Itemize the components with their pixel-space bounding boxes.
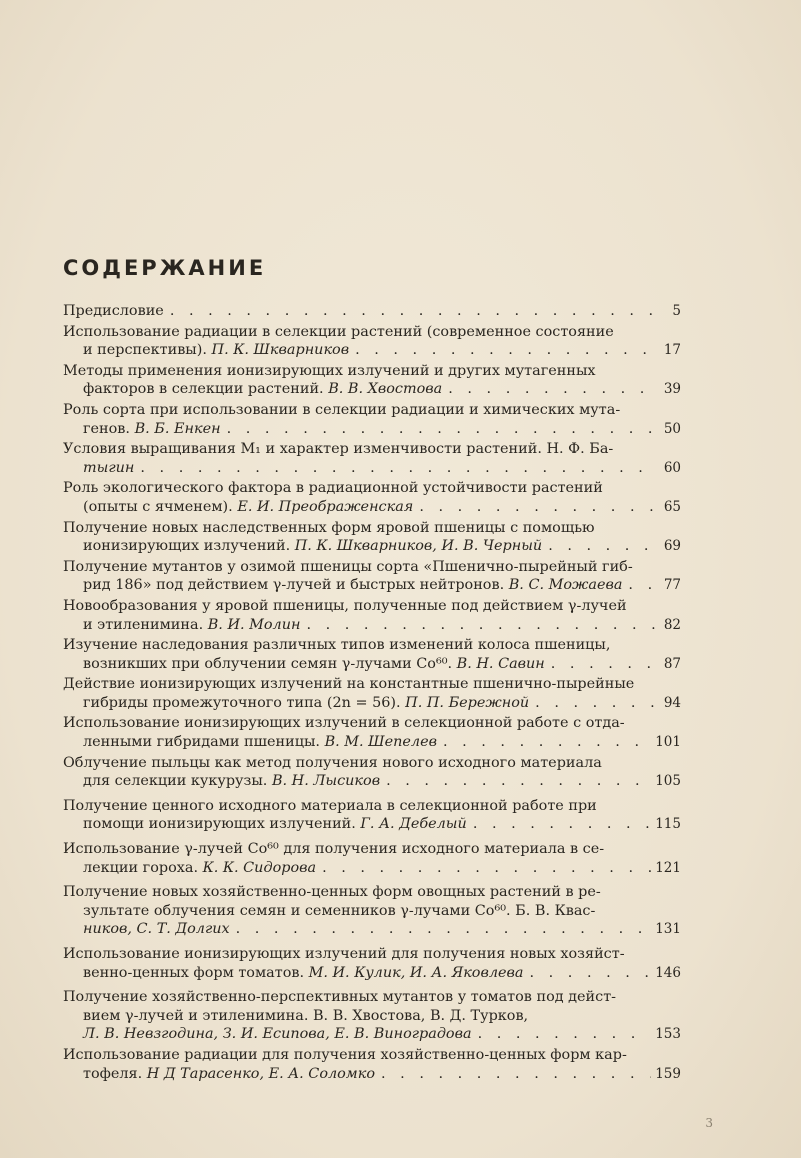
toc-entry-author: П. К. Шкварников <box>211 342 350 359</box>
toc-entry <box>63 675 681 712</box>
leader-dots <box>140 459 657 478</box>
toc-entry <box>63 401 681 438</box>
toc-entry-text: и этиленимина. <box>83 616 208 633</box>
toc-entry-text: генов. <box>83 420 135 437</box>
toc-entry-author: Н Д Тарасенко, Е. А. Соломко <box>146 1065 376 1082</box>
toc-entry-text: ионизирующих излучений. <box>83 538 295 555</box>
toc-entry-line: Действие ионизирующих излучений на константные пшенично-пырейные <box>63 676 635 693</box>
toc-entry-author: ников, С. Т. Долгих <box>83 921 230 938</box>
toc-entry-text: Предисловие <box>63 303 164 319</box>
toc-entry-last-line <box>63 964 681 983</box>
toc-entry-line: Использование ионизирующих излучений в селекционной работе с отда- <box>63 715 625 732</box>
toc-entry-author: П. П. Бережной <box>405 694 530 711</box>
contents-heading: СОДЕРЖАНИЕ <box>63 256 267 280</box>
toc-entry-last-line <box>63 341 681 360</box>
toc-entry-last-line <box>63 859 681 878</box>
toc-entry-text: гибриды промежуточного типа (2n = 56). <box>83 694 406 711</box>
toc-page-number: 5 <box>672 303 681 319</box>
toc-entry-author: В. В. Хвостова <box>328 381 443 398</box>
toc-entry-text: и перспективы). <box>83 342 212 359</box>
toc-entry-line: Методы применения ионизирующих излучений и других мутагенных <box>63 362 596 379</box>
leader-dots <box>322 859 651 878</box>
leader-dots <box>386 772 651 791</box>
leader-dots <box>227 420 657 439</box>
toc-entry-text: ленными гибридами пшеницы. <box>83 734 325 751</box>
toc-entry <box>63 714 681 751</box>
toc-entry-last-line <box>63 537 681 556</box>
leader-dots <box>355 341 657 360</box>
leader-dots <box>419 498 657 517</box>
toc-entry-line: зультате облучения семян и семенников γ-лучами Co⁶⁰. Б. В. Квас- <box>83 902 596 919</box>
toc-page-number: 82 <box>663 616 681 633</box>
toc-entry-text: (опыты с ячменем). <box>83 498 238 515</box>
toc-entry <box>63 636 681 673</box>
toc-entry-last-line <box>63 694 681 713</box>
leader-dots <box>530 964 652 983</box>
toc-entry-last-line <box>63 498 681 517</box>
toc-entry-line: Получение мутантов у озимой пшеницы сорта «Пшенично-пырейный гиб- <box>63 558 633 575</box>
toc-entry-last-line <box>63 815 681 834</box>
toc-page-number: 115 <box>655 816 681 833</box>
toc-entry-text: помощи ионизирующих излучений. <box>83 816 361 833</box>
toc-entry-line: Облучение пыльцы как метод получения нового исходного материала <box>63 754 602 771</box>
toc-entry-line: Получение хозяйственно-перспективных мутантов у томатов под дейст- <box>63 989 617 1006</box>
toc-entry-author: К. К. Сидорова <box>202 859 317 876</box>
toc-entry-text: рид 186» под действием γ-лучей и быстрых нейтронов. <box>83 577 509 594</box>
toc-page-number: 131 <box>655 921 681 938</box>
toc-entry <box>63 945 681 982</box>
toc-entry-line: Получение новых наследственных форм яровой пшеницы с помощью <box>63 519 595 536</box>
toc-page-number: 121 <box>655 859 681 876</box>
toc-entry <box>63 519 681 556</box>
toc-entry-text: лекции гороха. <box>83 859 203 876</box>
table-of-contents <box>63 302 681 1085</box>
leader-dots <box>443 733 651 752</box>
toc-entry-line: Использование радиации для получения хозяйственно-ценных форм кар- <box>63 1046 627 1063</box>
toc-page-number: 77 <box>663 577 681 594</box>
page-folio: 3 <box>705 1116 713 1130</box>
toc-entry-line: вием γ-лучей и этиленимина. В. В. Хвостова, В. Д. Турков, <box>83 1007 529 1024</box>
toc-entry-author: В. С. Можаева <box>508 577 623 594</box>
toc-entry-last-line <box>63 772 681 791</box>
toc-entry <box>63 988 681 1044</box>
toc-entry-author: В. Н. Лысиков <box>271 773 381 790</box>
toc-entry-last-line <box>63 459 681 478</box>
toc-page-number: 39 <box>663 381 681 398</box>
toc-entry <box>63 302 681 321</box>
leader-dots <box>448 380 657 399</box>
toc-entry-author: В. И. Молин <box>207 616 301 633</box>
toc-entry-text: для селекции кукурузы. <box>83 773 272 790</box>
toc-entry-line: Условия выращивания M₁ и характер изменчивости растений. Н. Ф. Ба- <box>63 441 614 458</box>
leader-dots <box>306 616 657 635</box>
toc-entry-last-line <box>63 655 681 674</box>
toc-entry <box>63 558 681 595</box>
toc-page-number: 159 <box>655 1065 681 1082</box>
toc-entry-text: возникших при облучении семян γ-лучами Co⁶⁰. <box>83 655 457 672</box>
toc-entry-last-line <box>63 733 681 752</box>
toc-entry <box>63 840 681 877</box>
toc-entry-line: Получение ценного исходного материала в селекционной работе при <box>63 797 597 814</box>
toc-entry <box>63 362 681 399</box>
toc-page-number: 101 <box>655 734 681 751</box>
toc-entry-last-line <box>63 420 681 439</box>
leader-dots <box>170 302 657 321</box>
toc-page-number: 69 <box>663 538 681 555</box>
leader-dots <box>548 537 657 556</box>
toc-entry-author: Л. В. Невзгодина, З. И. Есипова, Е. В. Виноградова <box>83 1026 472 1043</box>
toc-page-number: 87 <box>663 655 681 672</box>
toc-page-number: 60 <box>663 459 681 476</box>
toc-entry <box>63 1046 681 1083</box>
toc-entry <box>63 883 681 939</box>
toc-page-number: 17 <box>663 342 681 359</box>
toc-entry-author: В. Б. Енкен <box>134 420 221 437</box>
leader-dots <box>551 655 657 674</box>
toc-entry <box>63 597 681 634</box>
toc-entry-author: П. К. Шкварников, И. В. Черный <box>294 538 543 555</box>
toc-page-number: 146 <box>655 964 681 981</box>
toc-entry-author: Г. А. Дебелый <box>360 816 467 833</box>
toc-entry-author: В. М. Шепелев <box>324 734 437 751</box>
toc-entry-author: В. Н. Савин <box>456 655 545 672</box>
leader-dots <box>628 576 657 595</box>
toc-entry-last-line <box>63 576 681 595</box>
toc-page-number: 94 <box>663 694 681 711</box>
toc-entry-text: тофеля. <box>83 1065 147 1082</box>
toc-entry <box>63 754 681 791</box>
toc-entry-last-line <box>63 616 681 635</box>
toc-entry-last-line <box>63 380 681 399</box>
toc-entry-last-line <box>63 1065 681 1084</box>
toc-entry-last-line <box>63 1025 681 1044</box>
toc-entry-text: венно-ценных форм томатов. <box>83 964 309 981</box>
toc-entry-author: М. И. Кулик, И. А. Яковлева <box>308 964 524 981</box>
toc-entry-line: Получение новых хозяйственно-ценных форм овощных растений в ре- <box>63 884 601 901</box>
leader-dots <box>381 1065 651 1084</box>
toc-page-number: 153 <box>655 1026 681 1043</box>
toc-page-number: 65 <box>663 498 681 515</box>
toc-entry-line: Использование γ-лучей Co⁶⁰ для получения исходного материала в се- <box>63 841 605 858</box>
toc-entry-line: Роль сорта при использовании в селекции радиации и химических мута- <box>63 401 621 418</box>
toc-entry-author: тыгин <box>83 459 135 476</box>
toc-entry-line: Новообразования у яровой пшеницы, полученные под действием γ-лучей <box>63 597 627 614</box>
toc-entry-line: Использование ионизирующих излучений для получения новых хозяйст- <box>63 946 625 962</box>
toc-entry <box>63 479 681 516</box>
toc-entry <box>63 323 681 360</box>
toc-entry-text: факторов в селекции растений. <box>83 381 329 398</box>
toc-entry <box>63 440 681 477</box>
leader-dots <box>478 1025 652 1044</box>
leader-dots <box>535 694 657 713</box>
toc-page-number: 50 <box>663 420 681 437</box>
toc-entry-line: Изучение наследования различных типов изменений колоса пшеницы, <box>63 637 611 654</box>
toc-entry-line: Роль экологического фактора в радиационной устойчивости растений <box>63 480 603 497</box>
leader-dots <box>473 815 651 834</box>
toc-entry-last-line <box>63 302 681 321</box>
toc-entry-author: Е. И. Преображенская <box>237 498 414 515</box>
leader-dots <box>236 920 652 939</box>
toc-page-number: 105 <box>655 773 681 790</box>
toc-entry-last-line <box>63 920 681 939</box>
toc-entry-line: Использование радиации в селекции растений (современное состояние <box>63 323 614 340</box>
toc-entry <box>63 797 681 834</box>
